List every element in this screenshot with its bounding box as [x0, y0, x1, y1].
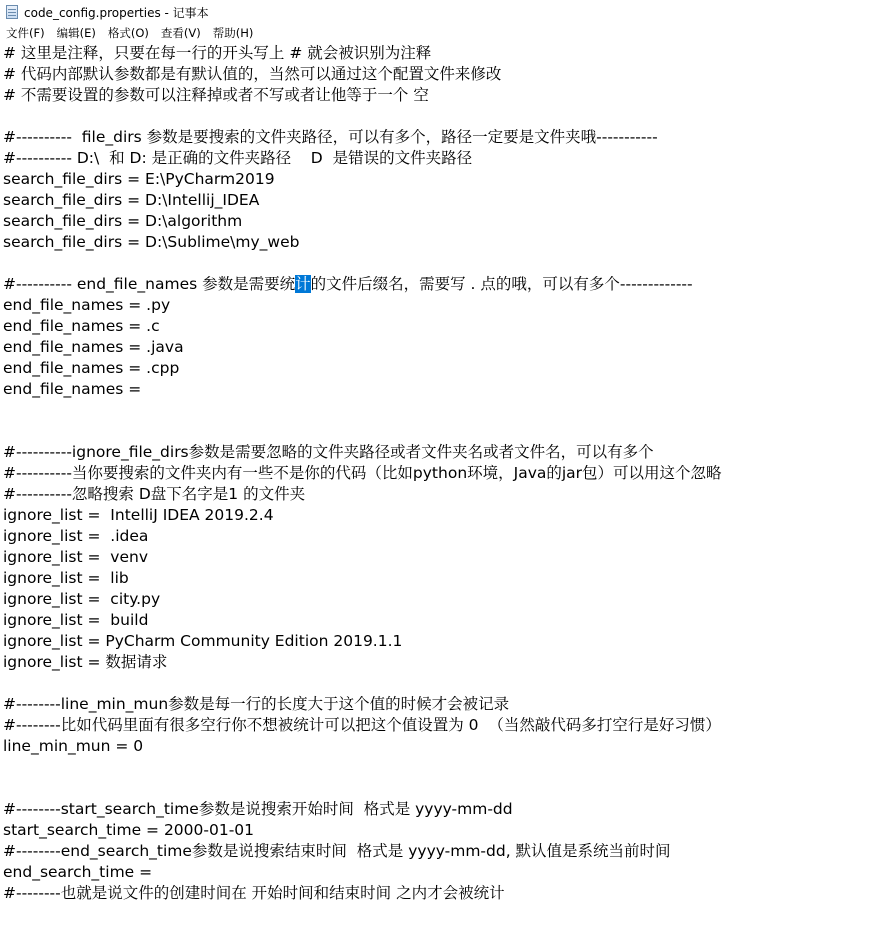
menu-format[interactable]: 格式(O) — [107, 26, 149, 40]
text-line: ignore_list = build — [3, 611, 149, 629]
menu-bar — [0, 24, 890, 43]
text-line: line_min_mun = 0 — [3, 737, 144, 755]
text-line: ignore_list = lib — [3, 569, 129, 587]
text-line: ignore_list = IntelliJ IDEA 2019.2.4 — [3, 506, 274, 524]
text-line: search_file_dirs = D:\algorithm — [3, 212, 243, 230]
text-line: #--------line_min_mun参数是每一行的长度大于这个值的时候才会被记录 — [3, 695, 510, 713]
text-line: end_file_names = .py — [3, 296, 171, 314]
text-editor-area[interactable] — [0, 43, 890, 936]
menu-help[interactable]: 帮助(H) — [212, 26, 254, 40]
text-line: end_file_names = .c — [3, 317, 160, 335]
text-line: # 代码内部默认参数都是有默认值的，当然可以通过这个配置文件来修改 — [3, 65, 502, 83]
text-line: end_file_names = — [3, 380, 147, 398]
text-line: ignore_list = venv — [3, 548, 149, 566]
text-line: #--------end_search_time参数是说搜索结束时间 格式是 yyyy-mm-dd, 默认值是系统当前时间 — [3, 842, 671, 860]
text-line: start_search_time = 2000-01-01 — [3, 821, 255, 839]
text-line: #---------- D:\ 和 D: 是正确的文件夹路径 D 是错误的文件夹路径 — [3, 149, 473, 167]
text-after-selection: 的文件后缀名，需要写 . 点的哦，可以有多个------------- — [310, 275, 693, 293]
notepad-icon — [6, 5, 18, 19]
text-line: #--------也就是说文件的创建时间在 开始时间和结束时间 之内才会被统计 — [3, 884, 505, 902]
text-line: ignore_list = city.py — [3, 590, 161, 608]
text-line: ignore_list = PyCharm Community Edition 2019.1.1 — [3, 632, 403, 650]
text-line: search_file_dirs = D:\Sublime\my_web — [3, 233, 300, 251]
menu-edit[interactable]: 编辑(E) — [56, 26, 96, 40]
text-line: #--------比如代码里面有很多空行你不想被统计可以把这个值设置为 0 （当然敲代码多打空行是好习惯） — [3, 716, 721, 734]
text-line: #----------当你要搜索的文件夹内有一些不是你的代码（比如python环境，Java的jar包）可以用这个忽略 — [3, 464, 722, 482]
text-line: ignore_list = .idea — [3, 527, 149, 545]
text-line: #----------ignore_file_dirs参数是需要忽略的文件夹路径或者文件夹名或者文件名，可以有多个 — [3, 443, 654, 461]
menu-view[interactable]: 查看(V) — [160, 26, 201, 40]
text-line: search_file_dirs = D:\Intellij_IDEA — [3, 191, 260, 209]
text-line: # 这里是注释，只要在每一行的开头写上 # 就会被识别为注释 — [3, 44, 432, 62]
text-line: end_file_names = .java — [3, 338, 184, 356]
menu-file[interactable]: 文件(F) — [6, 26, 45, 40]
text-line: end_file_names = .cpp — [3, 359, 180, 377]
text-line: #----------忽略搜索 D盘下名字是1 的文件夹 — [3, 485, 306, 503]
text-line: end_search_time = — [3, 863, 158, 881]
text-before-selection: #---------- end_file_names 参数是需要统 — [3, 275, 296, 293]
selected-text: 计 — [295, 275, 311, 293]
text-line: search_file_dirs = E:\PyCharm2019 — [3, 170, 275, 188]
text-line: #--------start_search_time参数是说搜索开始时间 格式是 yyyy-mm-dd — [3, 800, 513, 818]
text-line — [3, 274, 693, 295]
title-bar[interactable] — [0, 0, 890, 24]
text-line: #---------- file_dirs 参数是要搜索的文件夹路径，可以有多个，路径一定要是文件夹哦----------- — [3, 128, 658, 146]
text-line: ignore_list = 数据请求 — [3, 653, 168, 671]
text-line: # 不需要设置的参数可以注释掉或者不写或者让他等于一个 空 — [3, 86, 429, 104]
window-title: code_config.properties - 记事本 — [24, 5, 209, 20]
